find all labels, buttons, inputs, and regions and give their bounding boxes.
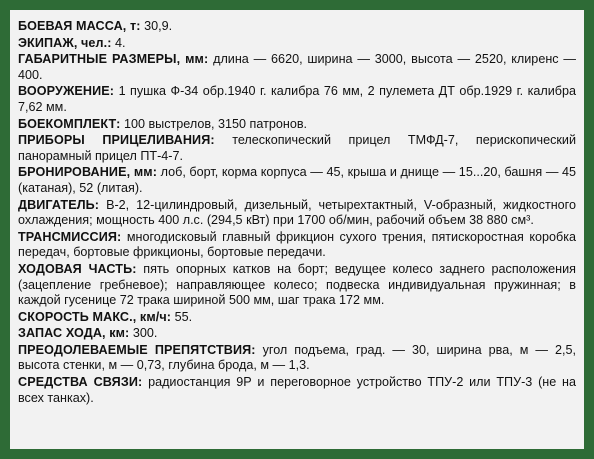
spec-value: лоб, борт, корма корпуса — 45, крыша и днище — 15...20, башня — 45 (катаная), 52 (литая). xyxy=(18,165,577,195)
spec-value: 100 выстрелов, 3150 патронов. xyxy=(123,116,308,131)
spec-value: 30,9. xyxy=(144,19,173,33)
spec-max-speed xyxy=(18,310,576,326)
spec-value: угол подъема, град. — 30, ширина рва, м — 2,5, высота стенки, м — 0,73, глубина брода, м — 1,3. xyxy=(18,342,576,373)
spec-label: СКОРОСТЬ МАКС., км/ч: xyxy=(18,309,172,324)
spec-value: 55. xyxy=(174,309,193,324)
spec-label: ВООРУЖЕНИЕ: xyxy=(18,84,115,99)
spec-label: БРОНИРОВАНИЕ, мм: xyxy=(18,165,157,180)
spec-value: длина — 6620, ширина — 3000, высота — 2520, клиренс — 400. xyxy=(18,52,576,82)
spec-label: БОЕВАЯ МАССА, т: xyxy=(18,19,141,33)
spec-value: пять опорных катков на борт; ведущее колесо заднего расположения (зацепление гребневое); направляющее колесо; подвеска индивидуальная пружинная; в каждой гусенице 72 трака шириной 500 мм, шаг трака 172 мм. xyxy=(18,261,576,308)
spec-label: ХОДОВАЯ ЧАСТЬ: xyxy=(18,261,137,276)
spec-value: 4. xyxy=(115,35,126,50)
spec-combat-weight xyxy=(18,19,576,35)
spec-crew xyxy=(18,36,576,52)
spec-label: СРЕДСТВА СВЯЗИ: xyxy=(18,375,143,390)
spec-armor xyxy=(18,165,576,196)
spec-label: БОЕКОМПЛЕКТ: xyxy=(18,116,121,131)
spec-label: ЗАПАС ХОДА, км: xyxy=(18,326,130,341)
spec-label: ТРАНСМИССИЯ: xyxy=(18,229,122,244)
spec-value: 1 пушка Ф-34 обр.1940 г. калибра 76 мм, 2 пулемета ДТ обр.1929 г. калибра 7,62 мм. xyxy=(18,84,577,114)
spec-ammunition xyxy=(18,117,576,133)
spec-card xyxy=(10,10,584,449)
spec-label: ГАБАРИТНЫЕ РАЗМЕРЫ, мм: xyxy=(18,52,209,67)
spec-armament xyxy=(18,84,576,115)
spec-value: 300. xyxy=(132,326,158,341)
spec-value: телескопический прицел ТМФД-7, перископический панорамный прицел ПТ-4-7. xyxy=(18,133,576,163)
spec-dimensions xyxy=(18,52,576,83)
spec-transmission xyxy=(18,230,576,261)
spec-label: ЭКИПАЖ, чел.: xyxy=(18,35,112,50)
spec-range xyxy=(18,326,576,342)
spec-engine xyxy=(18,198,576,229)
spec-sights xyxy=(18,133,576,164)
spec-label: ДВИГАТЕЛЬ: xyxy=(18,197,100,212)
spec-running-gear xyxy=(18,262,576,309)
spec-value: многодисковый главный фрикцион сухого трения, пятискоростная коробка передач, бортовые фрикционы, бортовые передачи. xyxy=(18,229,577,260)
spec-label: ПРЕОДОЛЕВАЕМЫЕ ПРЕПЯТСТВИЯ: xyxy=(18,342,256,357)
spec-label: ПРИБОРЫ ПРИЦЕЛИВАНИЯ: xyxy=(18,133,215,148)
spec-obstacles xyxy=(18,343,576,374)
spec-communications xyxy=(18,375,576,406)
spec-value: В-2, 12-цилиндровый, дизельный, четырехтактный, V-образный, жидкостного охлаждения; мощность 400 л.с. (294,5 кВт) при 1700 об/мин, рабочий объем 38 880 см³. xyxy=(18,197,576,228)
spec-value: радиостанция 9Р и переговорное устройство ТПУ-2 или ТПУ-3 (не на всех танках). xyxy=(18,375,577,405)
